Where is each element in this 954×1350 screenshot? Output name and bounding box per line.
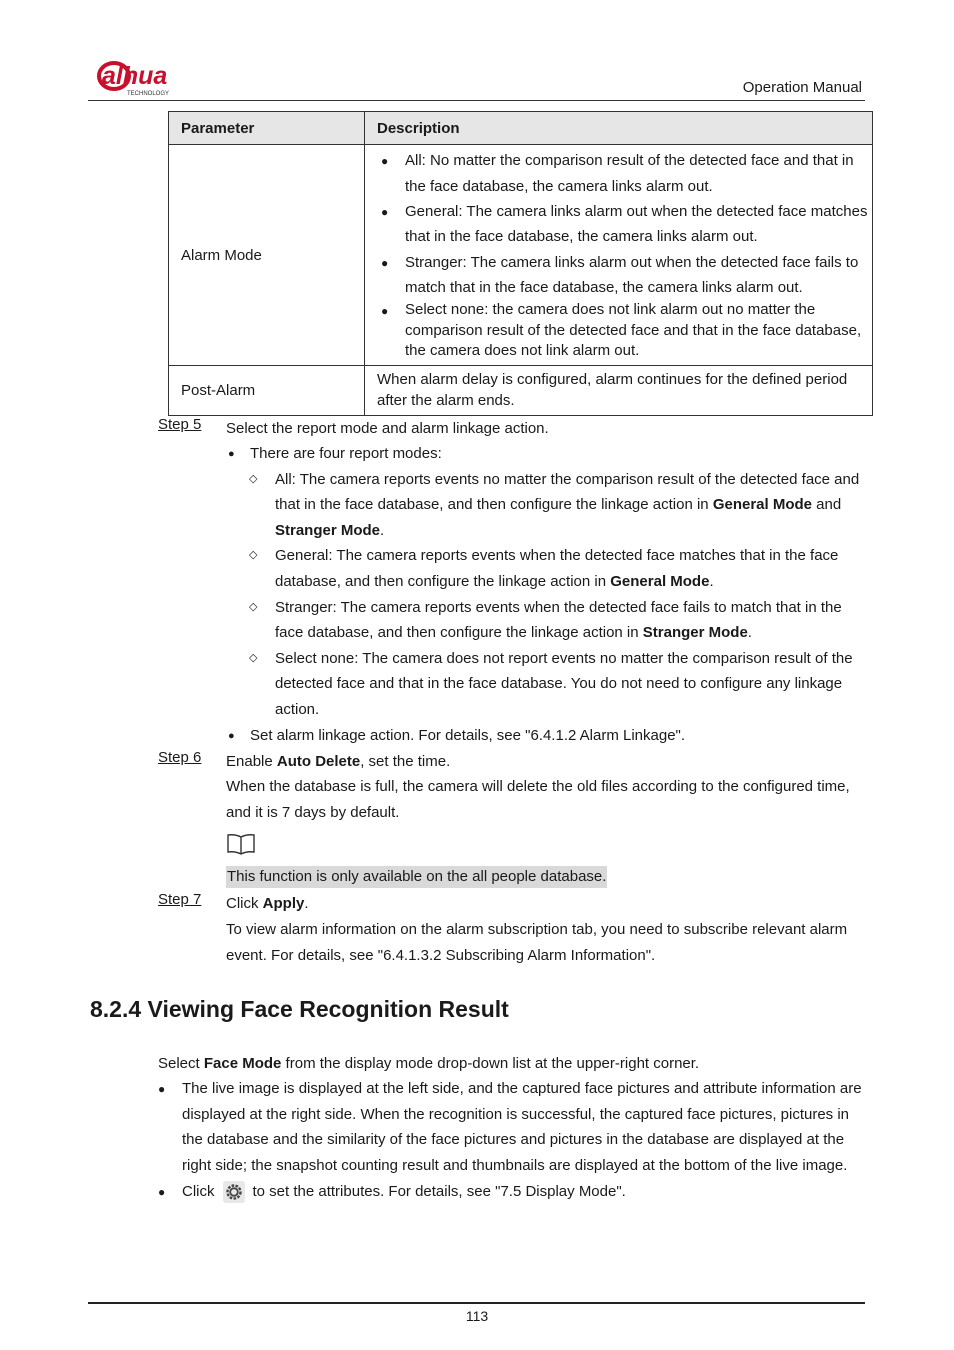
page-number: 113 (465, 1308, 489, 1324)
step-7-description: To view alarm information on the alarm subscription tab, you need to subscribe relevant alarm event. For details, see "6.4.1.3.2 Subscribing Alarm Information". (226, 921, 848, 964)
settings-gear-icon[interactable] (223, 1181, 245, 1203)
document-title: Operation Manual (742, 79, 862, 96)
step-6-label: Step 6 (158, 749, 202, 766)
logo-wordmark: alhua (102, 62, 168, 90)
step-5-text: Select the report mode and alarm linkage action. (226, 420, 549, 437)
section-heading: 8.2.4 Viewing Face Recognition Result (90, 996, 509, 1022)
step-5-label: Step 5 (158, 416, 202, 433)
report-mode-none: ◇ Select none: The camera does not report events no matter the comparison result of the detected face and that in the face database. You do not need to configure any linkage action. (226, 646, 866, 723)
step-5-details (226, 441, 866, 748)
desc-cell (365, 145, 873, 366)
table-row (169, 145, 873, 366)
step-6-text: Enable Auto Delete, set the time. (226, 753, 451, 770)
logo-subtext: TECHNOLOGY (127, 91, 170, 97)
list-item: ● Click to set the attributes. For details, see "7.5 Display Mode". (158, 1179, 866, 1204)
section-body (158, 1051, 866, 1204)
table-row (169, 366, 873, 416)
note-book-icon (226, 833, 256, 855)
list-item: ● Stranger: The camera links alarm out when the detected face fails to match that in the face database, the camera links alarm out. (377, 250, 872, 301)
param-cell: Alarm Mode (169, 145, 365, 366)
column-header-parameter: Parameter (169, 112, 365, 145)
param-cell: Post-Alarm (169, 366, 365, 416)
dahua-logo (97, 57, 207, 97)
step-6-description: When the database is full, the camera will delete the old files according to the configured time, and it is 7 days by default. (226, 778, 850, 821)
report-mode-all: ◇ All: The camera reports events no matter the comparison result of the detected face and that in the face database, and then configure the linkage action in General Mode and Stranger Mode. (226, 467, 866, 544)
desc-cell: When alarm delay is configured, alarm continues for the defined period after the alarm ends. (365, 366, 873, 416)
report-mode-general: ◇ General: The camera reports events when the detected face matches that in the face database, and then configure the linkage action in General Mode. (226, 543, 866, 594)
list-item: ● There are four report modes: (226, 441, 866, 467)
step-7-text: Click Apply. (226, 895, 309, 912)
list-item: ● Select none: the camera does not link alarm out no matter the comparison result of the detected face and that in the face database, the camera does not link alarm out. (377, 300, 872, 362)
note-text: This function is only available on the all people database. (226, 866, 607, 888)
list-item: ● Set alarm linkage action. For details, see "6.4.1.2 Alarm Linkage". (226, 723, 866, 749)
list-item: ● General: The camera links alarm out when the detected face matches that in the face database, the camera links alarm out. (377, 199, 872, 250)
parameter-table (168, 111, 873, 416)
report-mode-stranger: ◇ Stranger: The camera reports events when the detected face fails to match that in the face database, and then configure the linkage action in Stranger Mode. (226, 595, 866, 646)
list-item: ● The live image is displayed at the left side, and the captured face pictures and attribute information are displayed at the right side. When the recognition is successful, the captured face pictures, pictures in the database and the similarity of the face pictures and pictures in the database are displayed at the right side; the snapshot counting result and thumbnails are displayed at the bottom of the live image. (158, 1076, 866, 1178)
section-intro: Select Face Mode from the display mode drop-down list at the upper-right corner. (158, 1055, 700, 1072)
footer-divider (88, 1302, 865, 1304)
header-divider (88, 100, 865, 101)
step-7-label: Step 7 (158, 891, 202, 908)
column-header-description: Description (365, 112, 873, 145)
table-header-row (169, 112, 873, 145)
list-item: ● All: No matter the comparison result of the detected face and that in the face database, the camera links alarm out. (377, 148, 872, 199)
